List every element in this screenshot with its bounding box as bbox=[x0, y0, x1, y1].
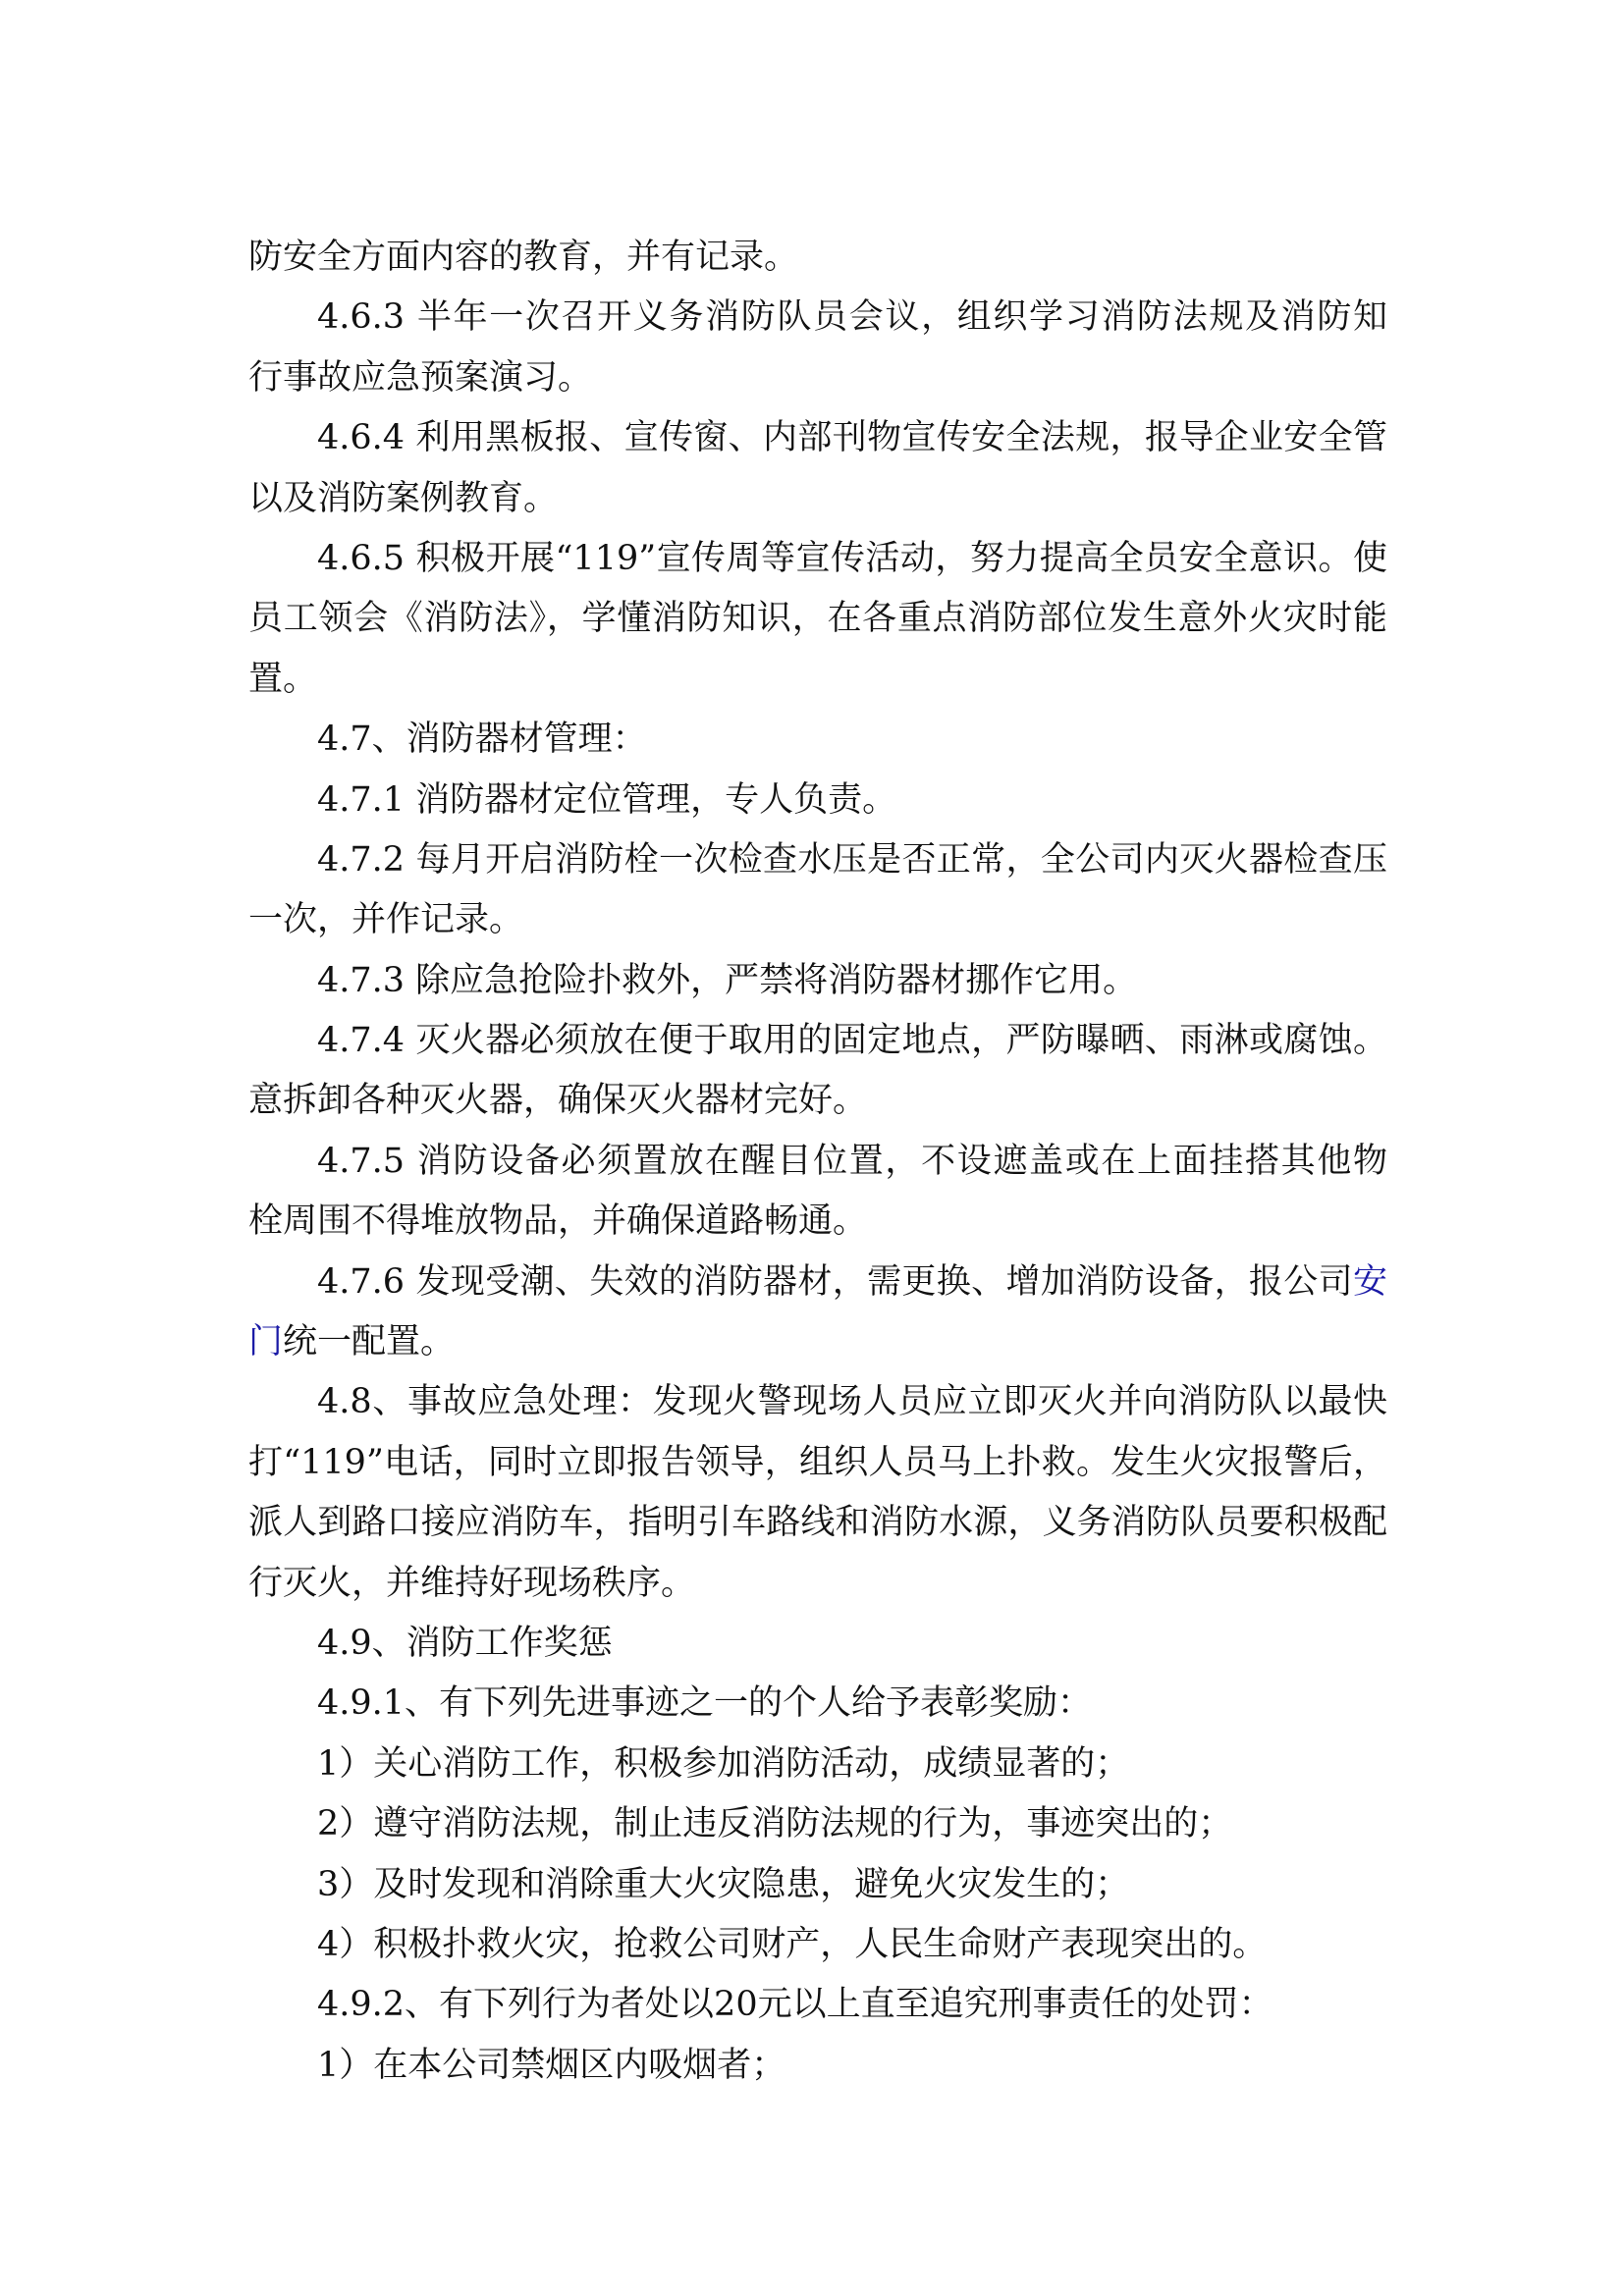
paragraph bbox=[248, 1855, 1387, 1915]
text-line: 置。 bbox=[248, 659, 318, 699]
paragraph bbox=[248, 529, 1387, 710]
text-line: 4.7.3 除应急抢险扑救外，严禁将消防器材挪作它用。 bbox=[317, 960, 1138, 1000]
text-run: 4.7.6 发现受潮、失效的消防器材，需更换、增加消防设备，报公司 bbox=[317, 1261, 1353, 1302]
text-line: 1）关心消防工作，积极参加消防活动，成绩显著的； bbox=[317, 1743, 1130, 1784]
text-line: 4.6.5 积极开展“119”宣传周等宣传活动，努力提高全员安全意识。使 bbox=[317, 538, 1387, 578]
text-line: 意拆卸各种灭火器，确保灭火器材完好。 bbox=[248, 1081, 868, 1121]
text-line: 4.9.2、有下列行为者处以20元以上直至追究刑事责任的处罚： bbox=[317, 1985, 1273, 2025]
text-line: 1）在本公司禁烟区内吸烟者； bbox=[317, 2045, 786, 2085]
document-body bbox=[248, 228, 1387, 2096]
paragraph bbox=[248, 1794, 1387, 1854]
paragraph bbox=[248, 288, 1387, 408]
paragraph bbox=[248, 2036, 1387, 2096]
text-line: 4.7.5 消防设备必须置放在醒目位置，不设遮盖或在上面挂搭其他物 bbox=[317, 1141, 1387, 1181]
text-line: 4）积极扑救火灾，抢救公司财产，人民生命财产表现突出的。 bbox=[317, 1924, 1268, 1964]
text-line: 4.7、消防器材管理： bbox=[317, 720, 647, 760]
text-line: 4.8、事故应急处理：发现火警现场人员应立即灭火并向消防队以最快 bbox=[317, 1382, 1387, 1422]
text-line: 4.6.3 半年一次召开义务消防队员会议，组织学习消防法规及消防知 bbox=[317, 297, 1387, 338]
paragraph bbox=[248, 1132, 1387, 1253]
text-line: 4.7.1 消防器材定位管理，专人负责。 bbox=[317, 779, 897, 820]
paragraph bbox=[248, 1674, 1387, 1734]
paragraph-4-7-6 bbox=[248, 1253, 1387, 1373]
paragraph bbox=[248, 830, 1387, 951]
text-line: 4.9、消防工作奖惩 bbox=[317, 1623, 613, 1663]
text-line: 以及消防案例教育。 bbox=[248, 478, 559, 518]
paragraph bbox=[248, 771, 1387, 830]
text-line: 3）及时发现和消除重大火灾隐患，避免火灾发生的； bbox=[317, 1864, 1130, 1904]
paragraph bbox=[248, 1975, 1387, 2035]
paragraph bbox=[248, 1614, 1387, 1674]
text-line: 一次，并作记录。 bbox=[248, 900, 524, 940]
text-line: 防安全方面内容的教育，并有记录。 bbox=[248, 238, 799, 277]
text-line bbox=[248, 1253, 1387, 1312]
safety-dept-link[interactable]: 安 bbox=[1352, 1261, 1387, 1302]
text-line: 行灭火，并维持好现场秩序。 bbox=[248, 1563, 696, 1603]
text-line: 4.6.4 利用黑板报、宣传窗、内部刊物宣传安全法规，报导企业安全管 bbox=[317, 418, 1387, 458]
text-line: 4.9.1、有下列先进事迹之一的个人给予表彰奖励： bbox=[317, 1683, 1093, 1724]
paragraph bbox=[248, 1915, 1387, 1975]
text-line bbox=[248, 1312, 1387, 1372]
text-line: 2）遵守消防法规，制止违反消防法规的行为，事迹突出的； bbox=[317, 1804, 1233, 1844]
paragraph bbox=[248, 710, 1387, 770]
safety-dept-link-cont[interactable]: 门 bbox=[248, 1322, 284, 1362]
paragraph bbox=[248, 1735, 1387, 1794]
text-line: 打“119”电话，同时立即报告领导，组织人员马上扑救。发生火灾报警后， bbox=[248, 1442, 1387, 1482]
text-line: 4.7.2 每月开启消防栓一次检查水压是否正常，全公司内灭火器检查压 bbox=[317, 839, 1387, 880]
paragraph bbox=[248, 1372, 1387, 1614]
text-line: 栓周围不得堆放物品，并确保道路畅通。 bbox=[248, 1201, 868, 1242]
text-line: 4.7.4 灭火器必须放在便于取用的固定地点，严防曝晒、雨淋或腐蚀。 bbox=[317, 1021, 1387, 1061]
paragraph bbox=[248, 408, 1387, 529]
text-run: 统一配置。 bbox=[283, 1322, 456, 1362]
text-line: 派人到路口接应消防车，指明引车路线和消防水源，义务消防队员要积极配 bbox=[248, 1503, 1387, 1543]
paragraph bbox=[248, 228, 1387, 288]
paragraph bbox=[248, 1011, 1387, 1132]
text-line: 员工领会《消防法》，学懂消防知识，在各重点消防部位发生意外火灾时能 bbox=[248, 599, 1387, 639]
paragraph bbox=[248, 951, 1387, 1011]
text-line: 行事故应急预案演习。 bbox=[248, 357, 593, 398]
